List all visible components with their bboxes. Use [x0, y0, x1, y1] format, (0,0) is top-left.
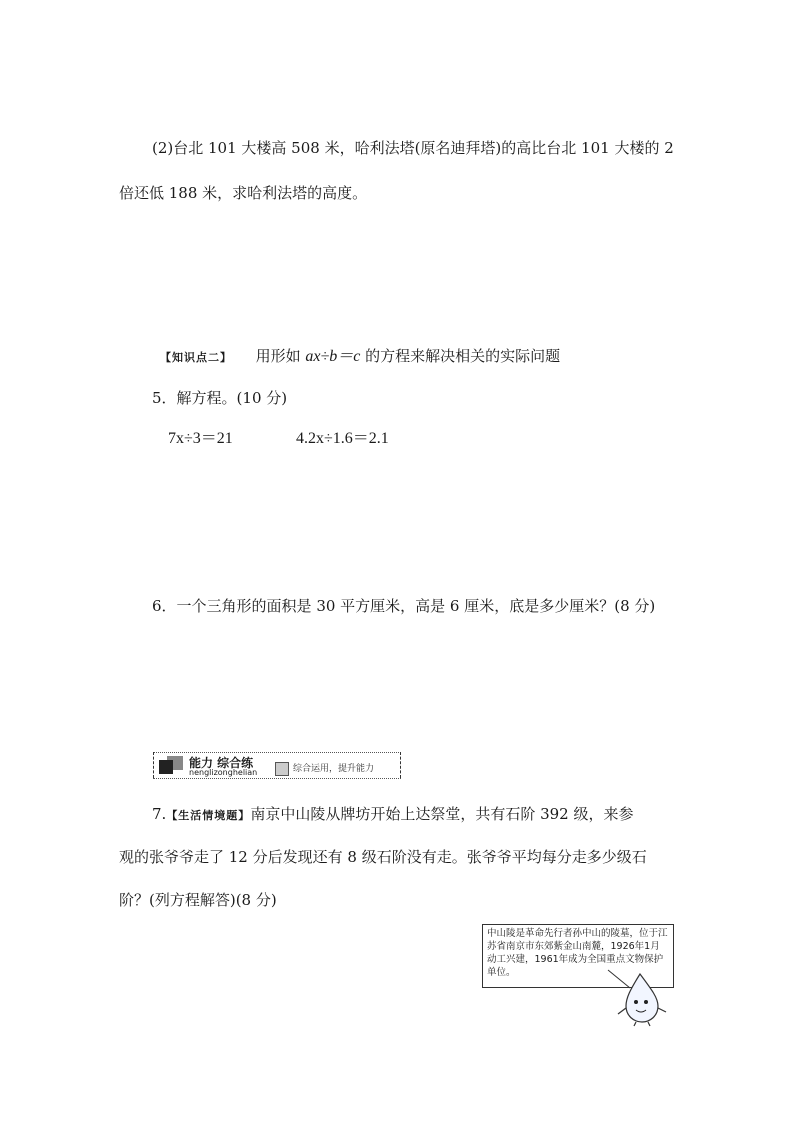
q7-line3: 阶？(列方程解答)(8 分) [119, 891, 277, 909]
q4-part2-line2: 倍还低 188 米，求哈利法塔的高度。 [119, 184, 368, 202]
knowledge-point-text-before: 用形如 [255, 347, 306, 365]
banner-pinyin: nenglizonghelian [189, 768, 258, 777]
banner-title: 能力 综合练 [189, 756, 254, 770]
q7-prefix: 7. [152, 805, 167, 823]
knowledge-point-heading [160, 346, 560, 368]
q7-line2: 观的张爷爷走了 12 分后发现还有 8 级石阶没有走。张爷爷平均每分走多少级石 [119, 848, 647, 866]
section-banner [153, 752, 401, 780]
q5-title: 5．解方程。(10 分) [152, 389, 288, 407]
knowledge-point-formula: ax÷b＝c [305, 348, 361, 365]
q5-equation-2: 4.2x÷1.6＝2.1 [296, 430, 389, 447]
water-drop-mascot-icon [600, 968, 680, 1028]
banner-subtitle: 综合运用，提升能力 [293, 764, 375, 774]
q7-line1 [152, 804, 633, 826]
q4-part2-line1: (2)台北 101 大楼高 508 米，哈利法塔(原名迪拜塔)的高比台北 101 大楼的 2 [152, 139, 674, 157]
knowledge-point-tag: 【知识点二】 [160, 351, 232, 364]
q6-text: 6．一个三角形的面积是 30 平方厘米，高是 6 厘米，底是多少厘米？(8 分) [152, 597, 656, 615]
q5-equation-1: 7x÷3＝21 [168, 430, 233, 447]
banner-box-icon [275, 762, 289, 776]
q7-line1-text: 南京中山陵从牌坊开始上达祭堂，共有石阶 392 级，来参 [250, 805, 634, 823]
banner-square-dark-icon [159, 760, 173, 774]
speech-bubble: 中山陵是革命先行者孙中山的陵墓，位于江苏省南京市东郊紫金山南麓，1926年1月动工兴建，1961年成为全国重点文物保护单位。 [482, 924, 674, 988]
knowledge-point-text-after: 的方程来解决相关的实际问题 [360, 347, 561, 365]
q7-tag: 【生活情境题】 [166, 809, 251, 822]
mascot-illustration [600, 968, 680, 1028]
